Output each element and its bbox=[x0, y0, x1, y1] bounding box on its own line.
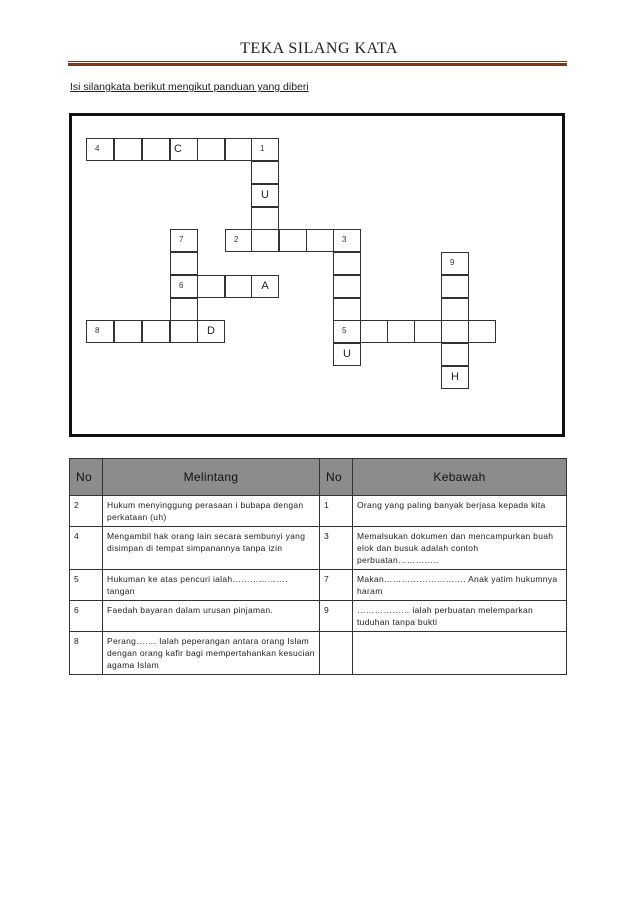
crossword-cell[interactable] bbox=[142, 320, 170, 343]
crossword-cell[interactable] bbox=[225, 138, 253, 161]
down-number: 3 bbox=[320, 527, 353, 570]
crossword-cell[interactable] bbox=[170, 298, 198, 321]
across-number: 4 bbox=[70, 527, 103, 570]
crossword-cell[interactable] bbox=[170, 138, 198, 161]
crossword-cell[interactable] bbox=[333, 343, 361, 366]
crossword-cell[interactable] bbox=[251, 275, 279, 298]
title-rule-thick bbox=[68, 63, 567, 66]
table-row bbox=[70, 570, 567, 601]
across-number: 2 bbox=[70, 496, 103, 527]
cell-letter: U bbox=[261, 189, 269, 201]
clue-number: 5 bbox=[342, 326, 347, 335]
crossword-cell[interactable] bbox=[170, 275, 198, 298]
crossword-cell[interactable] bbox=[306, 229, 334, 252]
crossword-cell[interactable] bbox=[251, 138, 279, 161]
crossword-cell[interactable] bbox=[86, 320, 114, 343]
down-clue: Orang yang paling banyak berjasa kepada kita bbox=[353, 496, 567, 527]
table-row bbox=[70, 496, 567, 527]
clue-number: 2 bbox=[234, 235, 239, 244]
clue-number: 9 bbox=[450, 258, 455, 267]
table-row bbox=[70, 601, 567, 632]
crossword-cell[interactable] bbox=[333, 320, 361, 343]
down-number: 9 bbox=[320, 601, 353, 632]
down-number: 7 bbox=[320, 570, 353, 601]
table-header-row bbox=[70, 459, 567, 496]
across-number: 6 bbox=[70, 601, 103, 632]
crossword-cell[interactable] bbox=[225, 229, 253, 252]
crossword-cell[interactable] bbox=[441, 252, 469, 275]
table-row bbox=[70, 527, 567, 570]
crossword-cell[interactable] bbox=[225, 275, 253, 298]
down-clue: Makan………………………. Anak yatim hukumnya haram bbox=[353, 570, 567, 601]
cell-letter: D bbox=[207, 325, 215, 337]
across-number: 5 bbox=[70, 570, 103, 601]
down-clue: ……………… ialah perbuatan melemparkan tuduhan tanpa bukti bbox=[353, 601, 567, 632]
clue-number: 6 bbox=[179, 281, 184, 290]
crossword-cell[interactable] bbox=[441, 320, 469, 343]
crossword-cell[interactable] bbox=[387, 320, 415, 343]
crossword-cell[interactable] bbox=[333, 298, 361, 321]
cell-letter: H bbox=[451, 371, 459, 383]
across-clue: Perang……. Ialah peperangan antara orang Islam dengan orang kafir bagi mempertahankan kesucian agama Islam bbox=[103, 632, 320, 675]
cell-letter: U bbox=[343, 348, 351, 360]
crossword-cell[interactable] bbox=[251, 229, 279, 252]
crossword-cell[interactable] bbox=[441, 343, 469, 366]
across-clue: Mengambil hak orang lain secara sembunyi yang disimpan di tempat simpanannya tanpa izin bbox=[103, 527, 320, 570]
crossword-cell[interactable] bbox=[441, 298, 469, 321]
crossword-cell[interactable] bbox=[441, 366, 469, 389]
crossword-cell[interactable] bbox=[333, 275, 361, 298]
cell-letter: C bbox=[174, 143, 182, 155]
crossword-cell[interactable] bbox=[441, 275, 469, 298]
crossword-cell[interactable] bbox=[251, 184, 279, 207]
crossword-frame bbox=[69, 113, 565, 437]
clue-number: 7 bbox=[179, 235, 184, 244]
clue-number: 3 bbox=[342, 235, 347, 244]
across-clue: Hukuman ke atas pencuri ialah………………. tangan bbox=[103, 570, 320, 601]
table-row bbox=[70, 632, 567, 675]
crossword-cell[interactable] bbox=[414, 320, 442, 343]
down-number: 1 bbox=[320, 496, 353, 527]
crossword-cell[interactable] bbox=[468, 320, 496, 343]
crossword-cell[interactable] bbox=[86, 138, 114, 161]
instructions: Isi silangkata berikut mengikut panduan yang diberi bbox=[70, 81, 309, 93]
crossword-cell[interactable] bbox=[360, 320, 388, 343]
page-title: TEKA SILANG KATA bbox=[240, 40, 398, 57]
header-down: Kebawah bbox=[353, 459, 567, 496]
clue-number: 8 bbox=[95, 326, 100, 335]
crossword-cell[interactable] bbox=[333, 252, 361, 275]
crossword-cell[interactable] bbox=[170, 229, 198, 252]
clue-number: 1 bbox=[260, 144, 265, 153]
title-rule-thin bbox=[68, 61, 567, 62]
down-number bbox=[320, 632, 353, 675]
across-clue: Hukum menyinggung perasaan i bubapa dengan perkataan (uh) bbox=[103, 496, 320, 527]
crossword-cell[interactable] bbox=[333, 229, 361, 252]
crossword-cell[interactable] bbox=[251, 161, 279, 184]
header-no: No bbox=[70, 459, 103, 496]
crossword-cell[interactable] bbox=[114, 320, 142, 343]
clue-table bbox=[69, 458, 567, 675]
header-no-2: No bbox=[320, 459, 353, 496]
crossword-cell[interactable] bbox=[279, 229, 307, 252]
crossword-cell[interactable] bbox=[114, 138, 142, 161]
crossword-cell[interactable] bbox=[197, 320, 225, 343]
across-clue: Faedah bayaran dalam urusan pinjaman. bbox=[103, 601, 320, 632]
cell-letter: A bbox=[261, 280, 269, 292]
header-across: Melintang bbox=[103, 459, 320, 496]
clue-number: 4 bbox=[95, 144, 100, 153]
down-clue bbox=[353, 632, 567, 675]
crossword-cell[interactable] bbox=[197, 275, 225, 298]
crossword-cell[interactable] bbox=[197, 138, 225, 161]
across-number: 8 bbox=[70, 632, 103, 675]
crossword-cell[interactable] bbox=[251, 207, 279, 230]
crossword-cell[interactable] bbox=[170, 252, 198, 275]
crossword-cell[interactable] bbox=[170, 320, 198, 343]
down-clue: Memalsukan dokumen dan mencampurkan buah elok dan busuk adalah contoh perbuatan………….. bbox=[353, 527, 567, 570]
